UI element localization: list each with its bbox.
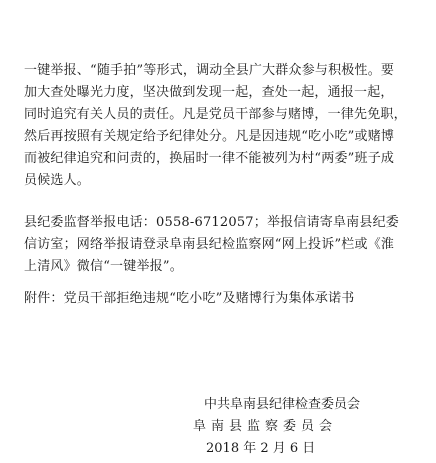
signature-org-discipline-committee: 中共阜南县纪律检查委员会	[204, 397, 361, 412]
signature-org-supervision-committee: 阜南县监察委员会	[193, 419, 338, 434]
text-line: 加大查处曝光力度，坚决做到发现一起，查处一起，通报一起，	[24, 85, 394, 100]
paragraph-contact-info	[24, 212, 416, 278]
text-line: 上清风》微信“一键举报”。	[24, 259, 183, 274]
text-line: 县纪委监督举报电话：0558-6712057；举报信请寄阜南县纪委	[24, 215, 399, 230]
paragraph-reporting-measures	[24, 60, 416, 192]
text-line: 同时追究有关人员的责任。凡是党员干部参与赌博，一律先免职，	[24, 107, 407, 122]
attachment-text: 附件：党员干部拒绝违规“吃小吃”及赌博行为集体承诺书	[24, 291, 355, 306]
text-line: 一键举报、“随手拍”等形式，调动全县广大群众参与积极性。要	[24, 63, 395, 78]
text-line: 然后再按照有关规定给予纪律处分。凡是因违规“吃小吃”或赌博	[24, 129, 395, 144]
attachment-note	[24, 288, 416, 310]
text-line: 信访室；网络举报请登录阜南县纪检监察网“网上投诉”栏或《淮	[24, 237, 395, 252]
text-line: 而被纪律追究和问责的，换届时一律不能被列为村“两委”班子成	[24, 151, 395, 166]
text-line: 员候选人。	[24, 173, 91, 188]
signature-date: 2018 年 2 月 6 日	[206, 441, 316, 456]
